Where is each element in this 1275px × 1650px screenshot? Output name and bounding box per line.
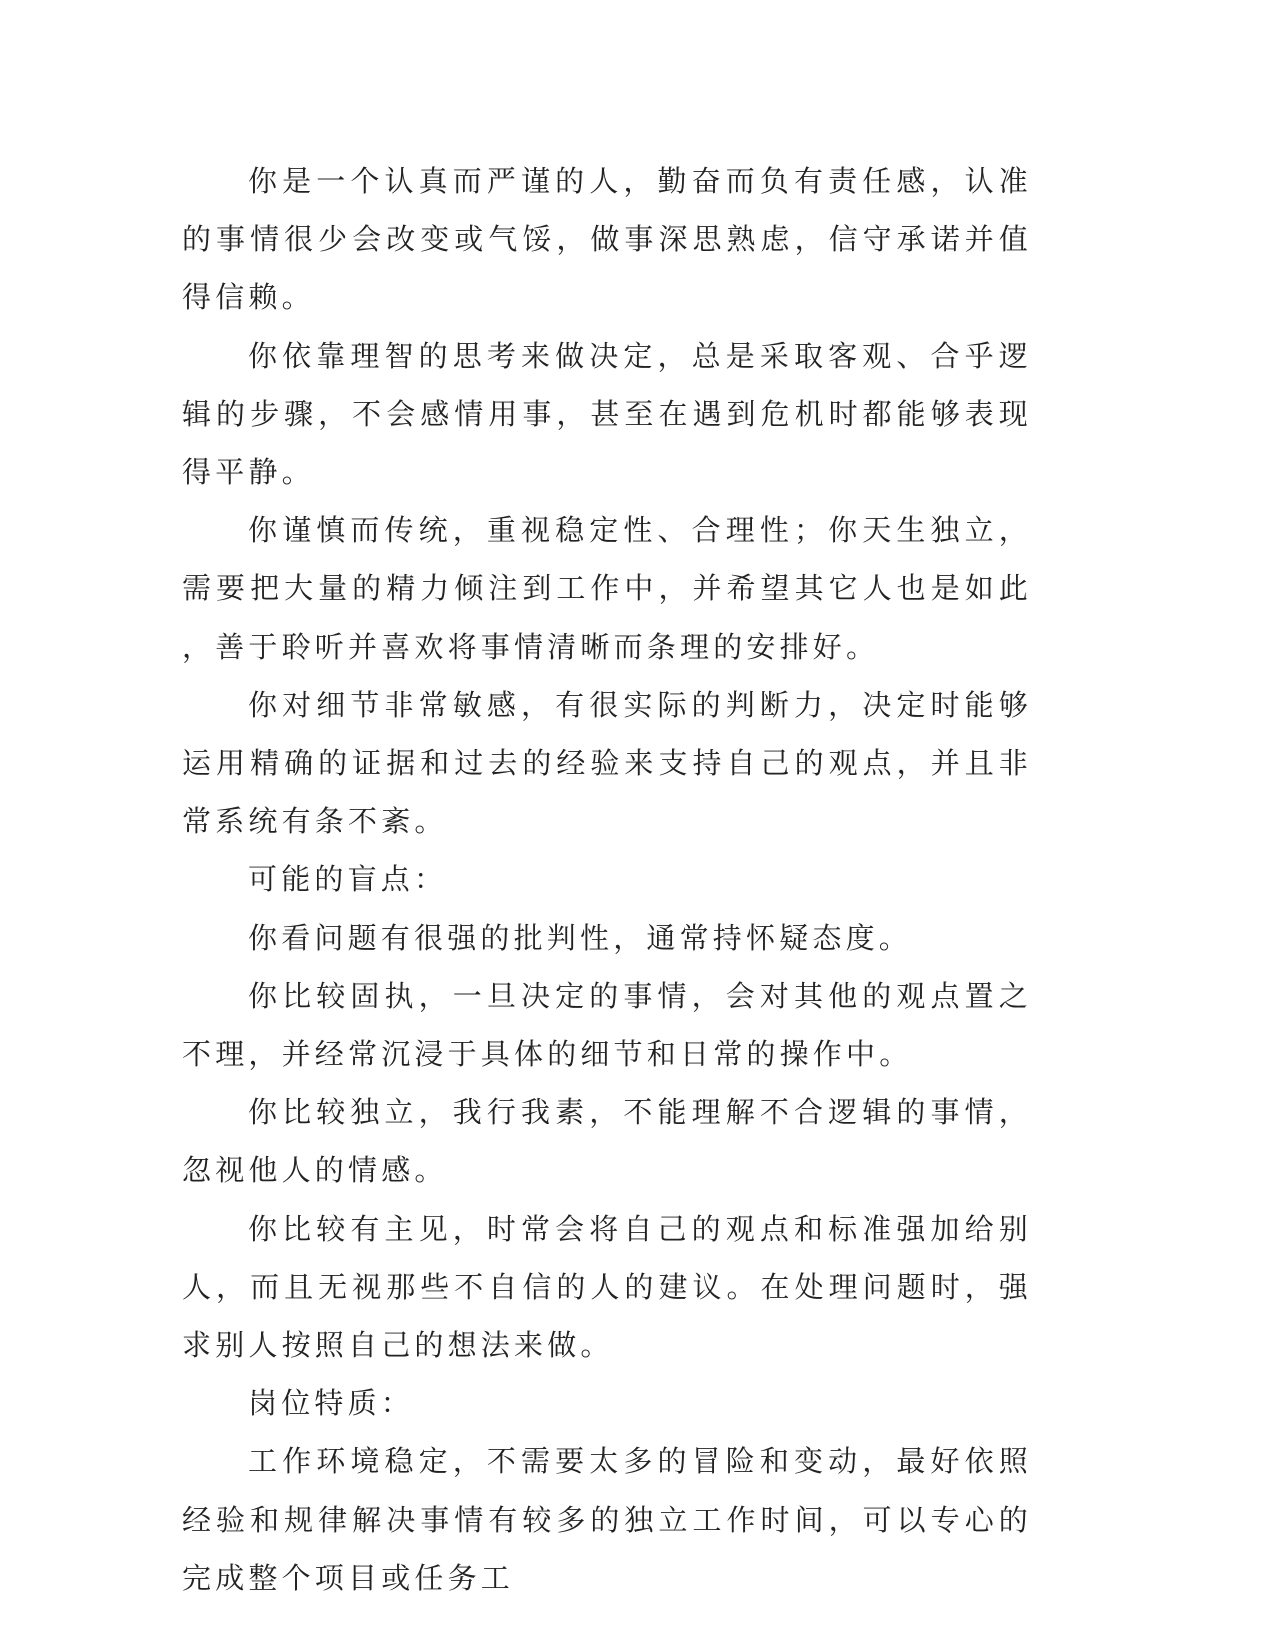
section-heading-blind-spots: 可能的盲点：	[248, 862, 448, 897]
paragraph-critical: 你看问题有很强的批判性，通常持怀疑态度。	[248, 920, 913, 955]
paragraph-stubborn: 你比较固执，一旦决定的事情，会对其他的观点置之不理，并经常沉浸于具体的细节和日常的操作中。	[182, 978, 1032, 1072]
document-body	[182, 152, 1032, 1607]
paragraph-traditional: 你谨慎而传统，重视稳定性、合理性；你天生独立，需要把大量的精力倾注到工作中，并希望其它人也是如此，善于聆听并喜欢将事情清晰而条理的安排好。	[182, 513, 1032, 664]
section-heading-job-traits: 岗位特质：	[248, 1386, 415, 1421]
paragraph-independent: 你比较独立，我行我素，不能理解不合逻辑的事情，忽视他人的情感。	[182, 1095, 1032, 1188]
paragraph-rational: 你依靠理智的思考来做决定，总是采取客观、合乎逻辑的步骤，不会感情用事，甚至在遇到危机时都能够表现得平静。	[182, 338, 1032, 490]
paragraph-work-environment: 工作环境稳定，不需要太多的冒险和变动，最好依照经验和规律解决事情有较多的独立工作时间，可以专心的完成整个项目或任务工	[182, 1444, 1032, 1595]
paragraph-conscientious: 你是一个认真而严谨的人，勤奋而负有责任感，认准的事情很少会改变或气馁，做事深思熟虑，信守承诺并值得信赖。	[182, 164, 1032, 315]
paragraph-detail-oriented: 你对细节非常敏感，有很实际的判断力，决定时能够运用精确的证据和过去的经验来支持自己的观点，并且非常系统有条不紊。	[182, 687, 1032, 839]
paragraph-opinionated: 你比较有主见，时常会将自己的观点和标准强加给别人，而且无视那些不自信的人的建议。在处理问题时，强求别人按照自己的想法来做。	[182, 1211, 1032, 1363]
